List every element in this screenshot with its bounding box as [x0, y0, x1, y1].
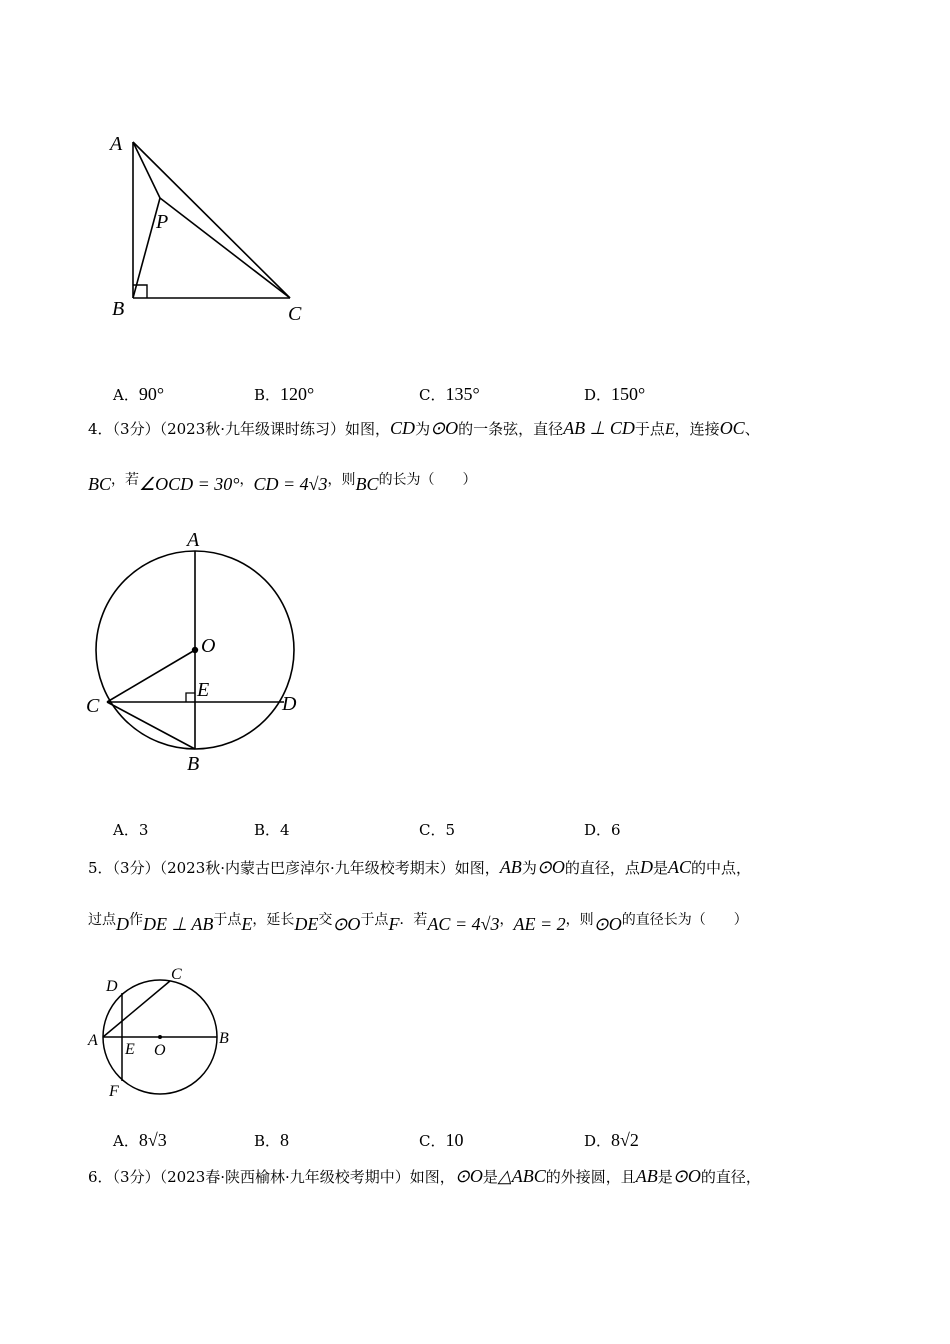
q3-option-b[interactable]: B．120° — [254, 384, 315, 404]
q4-option-b[interactable]: B．4 — [254, 821, 290, 839]
right-angle-mark — [186, 693, 195, 702]
figure-circle-chord-df — [82, 960, 242, 1102]
figure-triangle-apc — [100, 130, 340, 330]
q4-option-a[interactable]: A．3 — [113, 821, 149, 839]
q5-option-a[interactable]: A．8√3 — [113, 1130, 167, 1150]
label-p: P — [156, 211, 169, 233]
label-c: C — [86, 695, 100, 717]
label-b: B — [219, 1030, 229, 1047]
label-a: A — [187, 529, 200, 551]
segment-pc — [160, 198, 290, 298]
segment-oc — [107, 650, 195, 702]
q5-stem-line1: 5．（3分）（2023秋·内蒙古巴彦淖尔·九年级校考期末）如图，AB为⊙O的直径，点D是AC的中点， — [88, 857, 751, 877]
segment-ap — [133, 142, 160, 198]
q5-option-d[interactable]: D．8√2 — [584, 1130, 639, 1150]
q4-option-d[interactable]: D．6 — [584, 821, 621, 839]
q4-stem-line1: 4．（3分）（2023秋·九年级课时练习）如图，CD为⊙O的一条弦，直径AB ⊥ CD于点E，连接OC、 — [88, 418, 760, 438]
q3-option-a[interactable]: A．90° — [113, 384, 165, 404]
q5-option-c[interactable]: C．10 — [419, 1130, 464, 1150]
center-point-o — [192, 647, 198, 653]
q4-meta: （3分）（2023秋·九年级课时练习）如图， — [112, 420, 391, 438]
label-b: B — [187, 753, 200, 775]
q5-number: 5． — [88, 859, 113, 877]
q4-number: 4． — [88, 420, 113, 438]
segment-bc — [107, 702, 195, 749]
label-c: C — [288, 303, 302, 325]
label-o: O — [154, 1042, 166, 1059]
label-d: D — [106, 978, 118, 995]
q6-meta: （3分）（2023春·陕西榆林·九年级校考期中）如图， — [112, 1168, 455, 1186]
q5-option-b[interactable]: B．8 — [254, 1130, 290, 1150]
label-e: E — [125, 1041, 135, 1058]
q4-option-c[interactable]: C．5 — [419, 821, 456, 839]
label-c: C — [171, 966, 182, 983]
label-a: A — [88, 1032, 98, 1049]
label-d: D — [282, 693, 297, 715]
label-f: F — [109, 1083, 119, 1100]
q5-meta: （3分）（2023秋·内蒙古巴彦淖尔·九年级校考期末）如图， — [112, 859, 500, 877]
center-point-o — [158, 1035, 162, 1039]
q3-option-d[interactable]: D．150° — [584, 384, 646, 404]
q4-stem-line2: BC，若∠OCD = 30°，CD = 4√3，则BC的长为（ ） — [88, 472, 477, 494]
label-o: O — [201, 635, 216, 657]
label-e: E — [197, 679, 210, 701]
figure-circle-chord-cd — [80, 525, 320, 780]
q6-stem-line1: 6．（3分）（2023春·陕西榆林·九年级校考期中）如图，⊙O是△ABC的外接圆，且AB是⊙O的直径， — [88, 1166, 761, 1186]
label-b: B — [112, 298, 125, 320]
q5-stem-line2: 过点D作DE ⊥ AB于点E，延长DE交⊙O于点F．若AC = 4√3，AE = 2，则⊙O的直径长为（ ） — [88, 912, 748, 934]
label-a: A — [110, 133, 123, 155]
q6-number: 6． — [88, 1168, 113, 1186]
q3-option-c[interactable]: C．135° — [419, 384, 480, 404]
